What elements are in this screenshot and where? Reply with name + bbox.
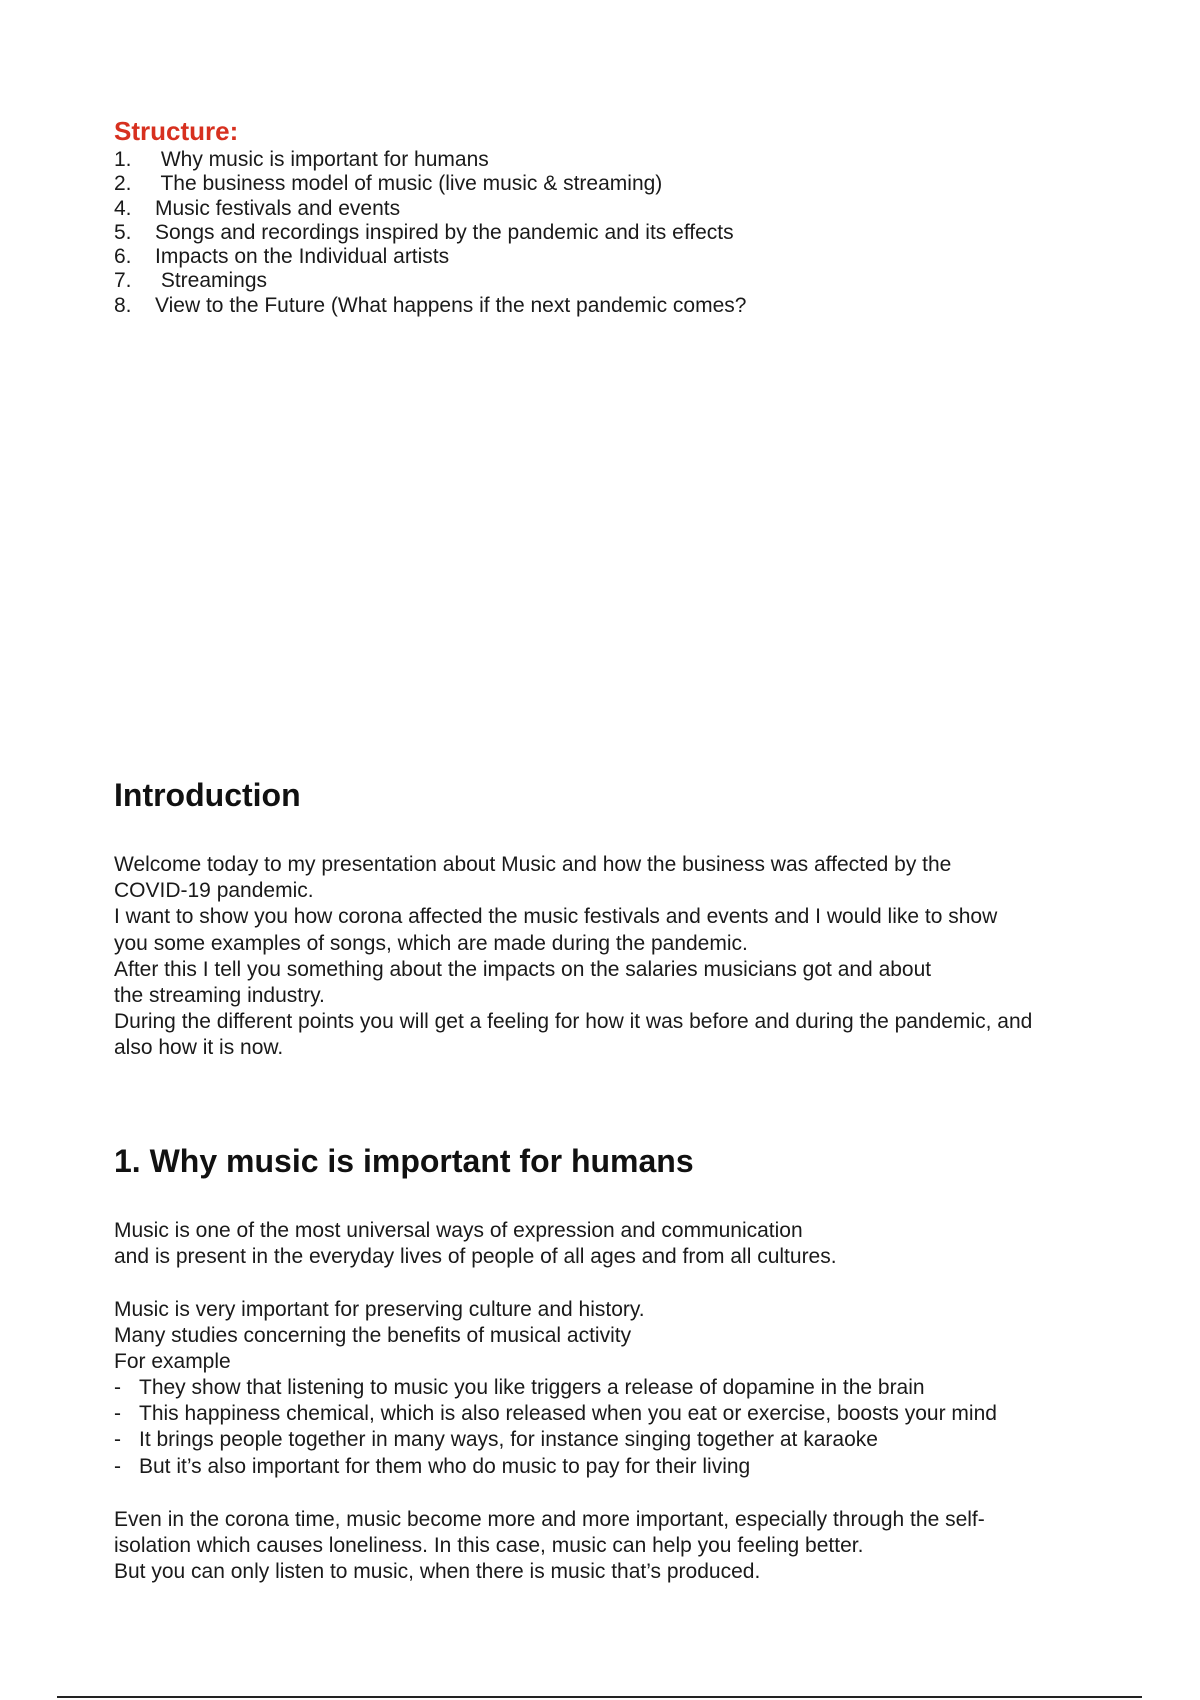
structure-item: [114, 221, 746, 245]
bullet-item: [114, 1401, 997, 1427]
structure-item-number: 1.: [114, 148, 132, 171]
section-1-bullet-list: [114, 1375, 997, 1480]
paragraph-line: Even in the corona time, music become more and more important, especially through the self-: [114, 1508, 985, 1531]
structure-item: [114, 172, 746, 196]
bullet-text: It brings people together in many ways, for instance singing together at karaoke: [139, 1428, 878, 1452]
bullet-dash: -: [114, 1402, 121, 1426]
paragraph-line: COVID-19 pandemic.: [114, 879, 314, 903]
bullet-item: [114, 1427, 997, 1453]
structure-item-text: The business model of music (live music & streaming): [155, 172, 663, 196]
bullet-text: They show that listening to music you like triggers a release of dopamine in the brain: [139, 1376, 925, 1399]
structure-item-number: 8.: [114, 293, 132, 317]
section-1-paragraph-3: [114, 1507, 1114, 1586]
paragraph-line: the streaming industry.: [114, 984, 325, 1008]
structure-item: [114, 294, 746, 318]
structure-item-text: Why music is important for humans: [155, 148, 489, 171]
structure-item-number: 2.: [114, 172, 132, 196]
bullet-item: [114, 1454, 997, 1480]
paragraph-line: Music is one of the most universal ways of expression and communication: [114, 1219, 803, 1242]
paragraph-line: During the different points you will get a feeling for how it was before and during the pandemic, and: [114, 1010, 1033, 1034]
bullet-dash: -: [114, 1428, 121, 1452]
paragraph-line: also how it is now.: [114, 1036, 284, 1060]
structure-item-number: 6.: [114, 245, 132, 269]
structure-item-number: 5.: [114, 220, 132, 244]
introduction-heading: Introduction: [114, 777, 301, 813]
structure-item-text: Music festivals and events: [155, 196, 401, 220]
bullet-item: [114, 1375, 997, 1401]
bullet-text: But it’s also important for them who do music to pay for their living: [139, 1454, 751, 1478]
structure-item-text: Songs and recordings inspired by the pandemic and its effects: [155, 220, 734, 244]
section-1-heading: 1. Why music is important for humans: [114, 1143, 694, 1179]
paragraph-line: Music is very important for preserving culture and history.: [114, 1298, 645, 1321]
section-1-paragraph-1: [114, 1218, 1114, 1270]
bullet-text: This happiness chemical, which is also released when you eat or exercise, boosts your mind: [139, 1402, 997, 1426]
structure-item: [114, 269, 746, 293]
paragraph-line: I want to show you how corona affected the music festivals and events and I would like to show: [114, 905, 998, 929]
structure-item: [114, 148, 746, 172]
structure-item: [114, 197, 746, 221]
structure-item: [114, 245, 746, 269]
bullet-dash: -: [114, 1454, 121, 1478]
structure-item-text: Streamings: [155, 269, 268, 293]
bottom-divider: [57, 1696, 1142, 1698]
section-1-paragraph-2: [114, 1297, 1114, 1376]
paragraph-line: isolation which causes loneliness. In this case, music can help you feeling better.: [114, 1534, 864, 1558]
structure-item-number: 7.: [114, 269, 132, 293]
structure-item-number: 4.: [114, 196, 132, 220]
paragraph-line: Many studies concerning the benefits of musical activity: [114, 1324, 632, 1348]
structure-item-text: Impacts on the Individual artists: [155, 245, 450, 269]
paragraph-line: you some examples of songs, which are made during the pandemic.: [114, 931, 748, 955]
paragraph-line: For example: [114, 1350, 231, 1374]
structure-list: [114, 148, 746, 318]
bullet-dash: -: [114, 1376, 121, 1399]
structure-item-text: View to the Future (What happens if the next pandemic comes?: [155, 293, 747, 317]
paragraph-line: But you can only listen to music, when there is music that’s produced.: [114, 1560, 761, 1584]
paragraph-line: After this I tell you something about the impacts on the salaries musicians got and about: [114, 957, 932, 981]
introduction-paragraph: [114, 852, 1114, 1062]
structure-heading: Structure:: [114, 116, 239, 146]
paragraph-line: and is present in the everyday lives of people of all ages and from all cultures.: [114, 1245, 837, 1269]
paragraph-line: Welcome today to my presentation about Music and how the business was affected by the: [114, 853, 952, 876]
